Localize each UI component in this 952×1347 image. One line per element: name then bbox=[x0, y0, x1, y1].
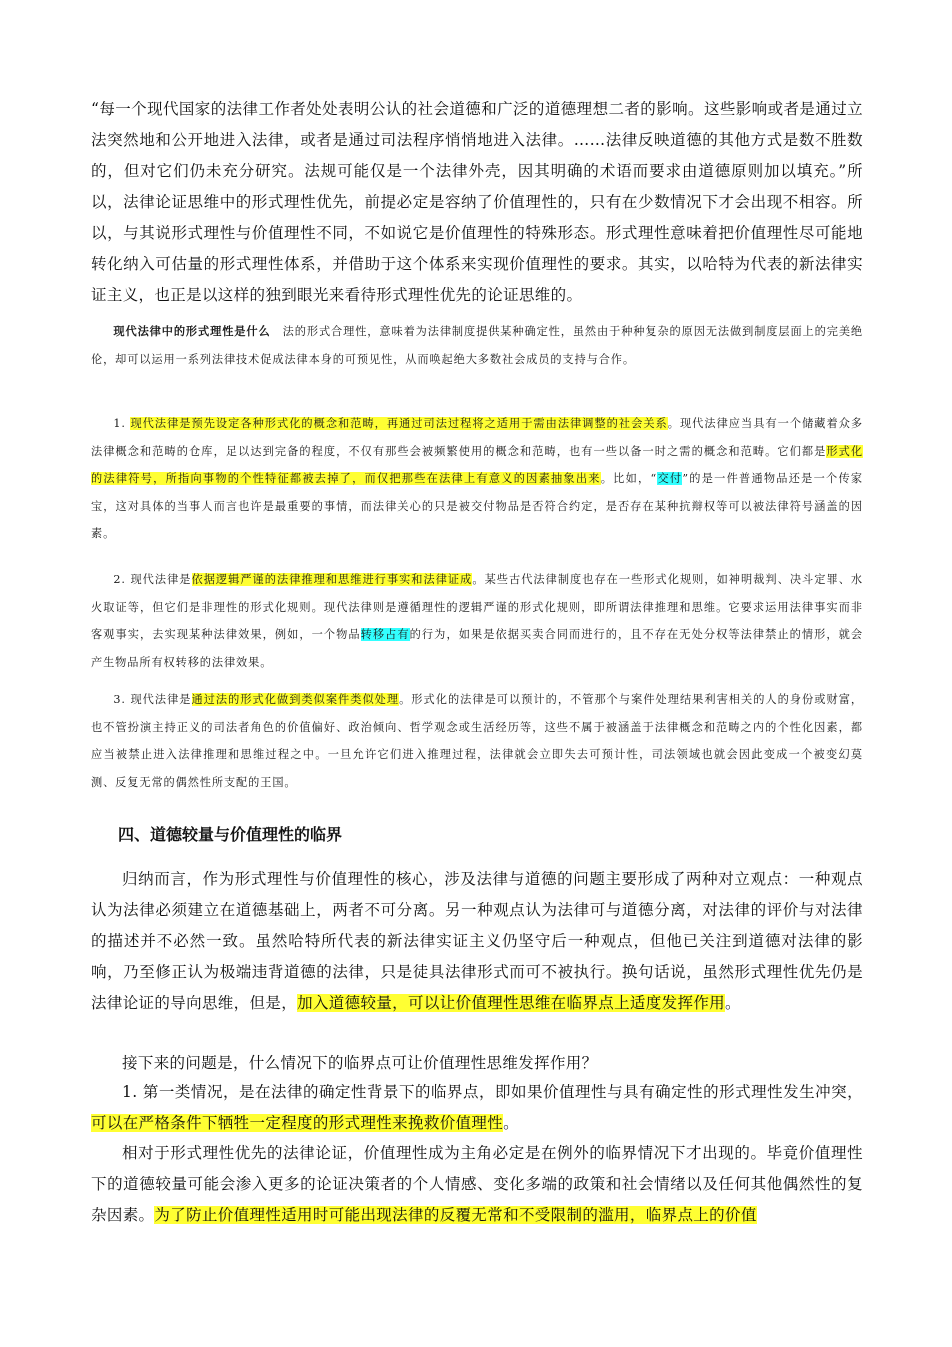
note-text: 。比如，“ bbox=[600, 472, 658, 486]
body-text: 1. 第一类情况，是在法律的确定性背景下的临界点，即如果价值理性与具有确定性的形式理性发生冲突， bbox=[122, 1083, 863, 1101]
note-heading: 现代法律中的形式理性是什么 bbox=[113, 324, 271, 338]
body-paragraph-2: 接下来的问题是，什么情况下的临界点可让价值理性思维发挥作用？ bbox=[122, 1054, 598, 1072]
highlight-cyan: 转移占有 bbox=[360, 628, 410, 642]
note-text: 的行为，如果是依据买卖合同而进行的，且不存在无处分权等法律禁止的情形，就会产生物品所有权转移的法律效果。 bbox=[91, 628, 863, 669]
note-text: ”的是一件普通物品还是一个传家宝，这对具体的当事人而言也许是最重要的事情，而法律关心的只是被交付物品是否符合约定，是否存在某种抗辩权等可以被法律符号涵盖的因素。 bbox=[91, 472, 863, 541]
body-text: 相对于形式理性优先的法律论证，价值理性成为主角必定是在例外的临界情况下才出现的。毕竟价值理性下的道德较量可能会渗入更多的论证决策者的个人情感、变化多端的政策和社会情绪以及任何其他偶然性的复杂因素。 bbox=[91, 1144, 863, 1224]
note-point-1 bbox=[91, 410, 863, 548]
body-text: 归纳而言，作为形式理性与价值理性的核心，涉及法律与道德的问题主要形成了两种对立观点：一种观点认为法律必须建立在道德基础上，两者不可分离。另一种观点认为法律可与道德分离，对法律的评价与对法律的描述并不必然一致。虽然哈特所代表的新法律实证主义仍坚守后一种观点，但他已关注到道德对法律的影响，乃至修正认为极端违背道德的法律，只是徒具法律形式而可不被执行。换句话说，虽然形式理性优先仍是法律论证的导向思维，但是， bbox=[91, 870, 863, 1012]
note-intro-paragraph bbox=[91, 318, 863, 373]
highlight-yellow: 通过法的形式化做到类似案件类似处理 bbox=[191, 693, 400, 706]
highlight-yellow: 现代法律是预先设定各种形式化的概念和范畴，再通过司法过程将之适用于需由法律调整的社会关系 bbox=[130, 417, 668, 430]
body-paragraph-3 bbox=[91, 1077, 863, 1139]
body-paragraph-1 bbox=[91, 864, 863, 1019]
intro-text: “每一个现代国家的法律工作者处处表明公认的社会道德和广泛的道德理想二者的影响。这些影响或者是通过立法突然地和公开地进入法律，或者是通过司法程序悄悄地进入法律。……法律反映道德的其他方式是数不胜数的，但对它们仍未充分研究。法规可能仅是一个法律外壳，因其明确的术语而要求由道德原则加以填充。”所以，法律论证思维中的形式理性优先，前提必定是容纳了价值理性的，只有在少数情况下才会出现不相容。所以，与其说形式理性与价值理性不同，不如说它是价值理性的特殊形态。形式理性意味着把价值理性尽可能地转化纳入可估量的形式理性体系，并借助于这个体系来实现价值理性的要求。其实，以哈特为代表的新法律实证主义，也正是以这样的独到眼光来看待形式理性优先的论证思维的。 bbox=[91, 100, 863, 304]
note-text: 3. 现代法律是 bbox=[113, 693, 192, 706]
note-text: 。形式化的法律是可以预计的，不管那个与案件处理结果利害相关的人的身份或财富，也不管扮演主持正义的司法者角色的价值偏好、政治倾向、哲学观念或生活经历等，这些不属于被涵盖于法律概念和范畴之内的个性化因素，都应当被禁止进入法律推理和思维过程之中。一旦允许它们进入推理过程，法律就会立即失去可预计性，司法领域也就会因此变成一个被变幻莫测、反复无常的偶然性所支配的王国。 bbox=[91, 693, 863, 789]
highlight-yellow: 为了防止价值理性适用时可能出现法律的反覆无常和不受限制的滥用，临界点上的价值 bbox=[154, 1206, 757, 1224]
highlight-yellow: 加入道德较量，可以让价值理性思维在临界点上适度发挥作用 bbox=[297, 994, 726, 1012]
note-text: 2. 现代法律是 bbox=[113, 573, 192, 586]
body-text: 。 bbox=[725, 994, 741, 1012]
note-text: 。某些古代法律制度也存在一些形式化规则，如神明裁判、决斗定罪、水火取证等，但它们是非理性的形式化规则。现代法律则是遵循理性的逻辑严谨的形式化规则，即所谓法律推理和思维。它要求运用法律事实而非客观事实，去实现某种法律效果，例如，一个物品 bbox=[91, 573, 863, 642]
note-intro-text: 法的形式合理性，意味着为法律制度提供某种确定性，虽然由于种种复杂的原因无法做到制度层面上的完美绝伦，却可以运用一系列法律技术促成法律本身的可预见性，从而唤起绝大多数社会成员的支持与合作。 bbox=[91, 325, 864, 366]
highlight-yellow: 依据逻辑严谨的法律推理和思维进行事实和法律证成 bbox=[191, 573, 473, 586]
intro-paragraph bbox=[91, 94, 863, 311]
note-point-2 bbox=[91, 566, 863, 676]
body-paragraph-4 bbox=[91, 1138, 863, 1231]
note-point-1-number: 1. bbox=[113, 417, 131, 430]
note-text: 。现代法律应当具有一个储藏着众多法律概念和范畴的仓库，足以达到完备的程度，不仅有那些会被频繁使用的概念和范畴，也有一些以备一时之需的概念和范畴。它们都是 bbox=[91, 417, 864, 458]
section-title: 四、道德较量与价值理性的临界 bbox=[118, 825, 343, 844]
body-text: 。 bbox=[503, 1114, 519, 1132]
highlight-yellow: 可以在严格条件下牺牲一定程度的形式理性来挽救价值理性 bbox=[91, 1114, 504, 1132]
highlight-cyan: 交付 bbox=[657, 472, 683, 486]
highlight-yellow: 形式化的法律符号，所指向事物的个性特征都被去掉了，而仅把那些在法律上有意义的因素抽象出来 bbox=[91, 444, 863, 486]
note-point-3 bbox=[91, 686, 863, 796]
